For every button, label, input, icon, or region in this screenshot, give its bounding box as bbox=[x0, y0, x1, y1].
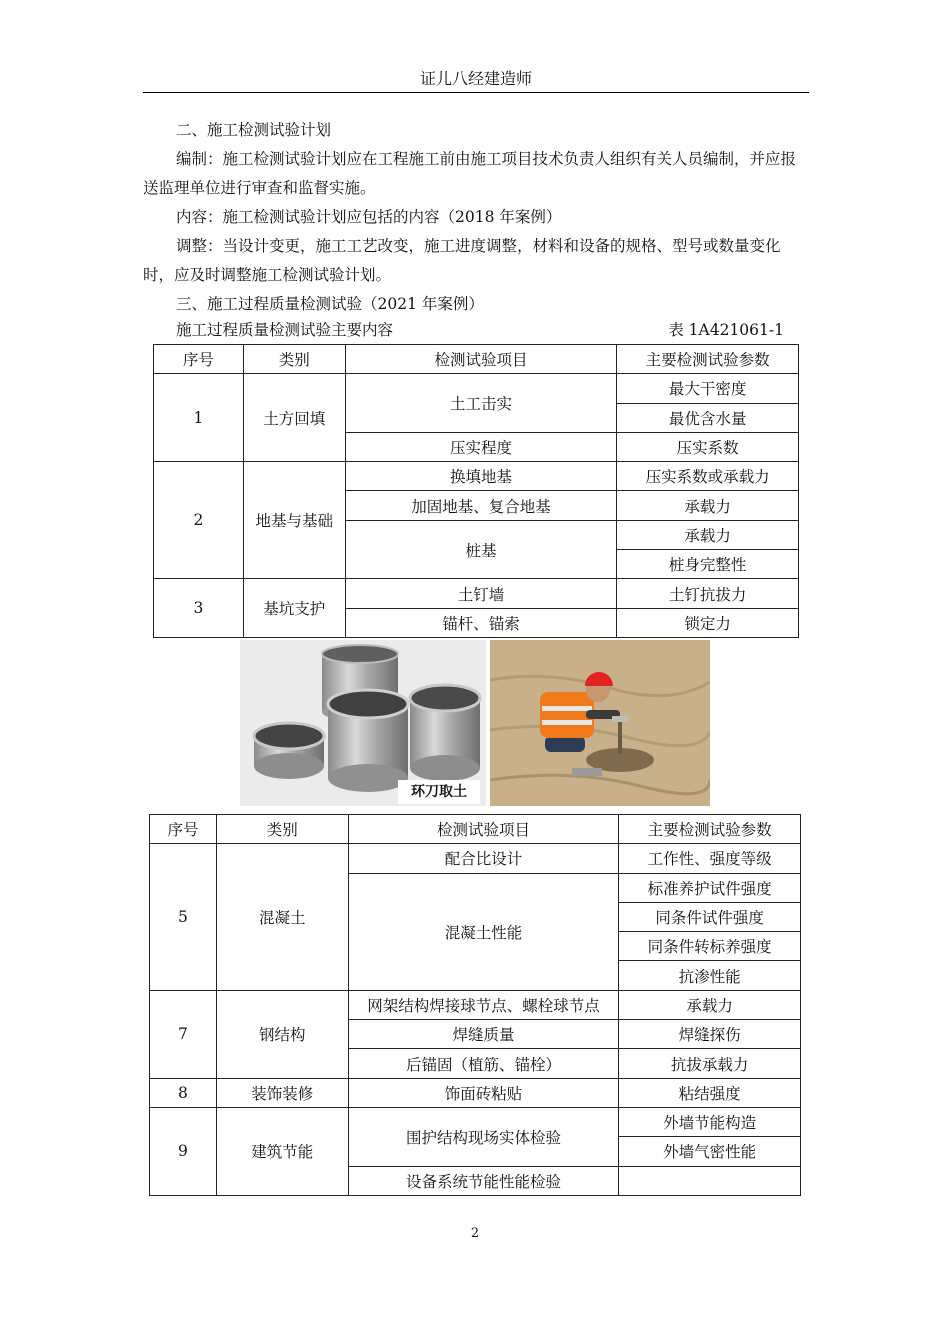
row-param: 桩身完整性 bbox=[617, 550, 799, 579]
page-header: 证儿八经建造师 bbox=[143, 66, 809, 93]
row-item: 配合比设计 bbox=[348, 844, 619, 873]
row-item: 焊缝质量 bbox=[348, 1020, 619, 1049]
row-item: 土工击实 bbox=[345, 374, 617, 433]
row-param: 压实系数 bbox=[617, 432, 799, 461]
row-category: 装饰装修 bbox=[216, 1078, 348, 1107]
content-paragraph: 内容：施工检测试验计划应包括的内容（2018 年案例） bbox=[176, 208, 562, 226]
row-param: 标准养护试件强度 bbox=[619, 873, 801, 902]
header-no: 序号 bbox=[154, 345, 244, 374]
inspection-table-1 bbox=[153, 344, 799, 638]
table-row bbox=[150, 990, 801, 1019]
compile-paragraph: 编制：施工检测试验计划应在工程施工前由施工项目技术负责人组织有关人员编制，并应报送监理单位进行审查和监督实施。 bbox=[143, 150, 797, 197]
header-item: 检测试验项目 bbox=[348, 815, 619, 844]
row-no: 9 bbox=[150, 1107, 217, 1195]
row-no: 3 bbox=[154, 579, 244, 638]
row-no: 1 bbox=[154, 374, 244, 462]
table-header-row bbox=[150, 815, 801, 844]
row-no: 5 bbox=[150, 844, 217, 990]
table-row bbox=[150, 844, 801, 873]
table-header-row bbox=[154, 345, 799, 374]
row-param bbox=[619, 1166, 801, 1195]
row-param: 同条件转标养强度 bbox=[619, 932, 801, 961]
header-category: 类别 bbox=[243, 345, 345, 374]
ring-knife-photo bbox=[240, 640, 486, 806]
inspection-table-2 bbox=[149, 814, 801, 1196]
row-param: 抗渗性能 bbox=[619, 961, 801, 990]
row-param: 焊缝探伤 bbox=[619, 1020, 801, 1049]
row-item: 后锚固（植筋、锚栓） bbox=[348, 1049, 619, 1078]
row-item: 围护结构现场实体检验 bbox=[348, 1107, 619, 1166]
row-item: 换填地基 bbox=[345, 462, 617, 491]
row-item: 加固地基、复合地基 bbox=[345, 491, 617, 520]
row-category: 建筑节能 bbox=[216, 1107, 348, 1195]
row-item: 设备系统节能性能检验 bbox=[348, 1166, 619, 1195]
header-category: 类别 bbox=[216, 815, 348, 844]
row-param: 外墙气密性能 bbox=[619, 1137, 801, 1166]
photo-label: 环刀取土 bbox=[398, 780, 480, 804]
row-item: 土钉墙 bbox=[345, 579, 617, 608]
row-param: 承载力 bbox=[617, 491, 799, 520]
row-item: 压实程度 bbox=[345, 432, 617, 461]
table-row bbox=[150, 1107, 801, 1136]
row-item: 网架结构焊接球节点、螺栓球节点 bbox=[348, 990, 619, 1019]
field-sampling-photo bbox=[490, 640, 710, 806]
table-number: 表 1A421061-1 bbox=[668, 321, 784, 339]
header-no: 序号 bbox=[150, 815, 217, 844]
row-category: 钢结构 bbox=[216, 990, 348, 1078]
row-category: 混凝土 bbox=[216, 844, 348, 990]
row-category: 土方回填 bbox=[243, 374, 345, 462]
header-item: 检测试验项目 bbox=[345, 345, 617, 374]
table-row bbox=[154, 374, 799, 403]
page-number: 2 bbox=[470, 1226, 480, 1241]
row-item: 锚杆、锚索 bbox=[345, 608, 617, 637]
worker-illustration bbox=[490, 640, 710, 806]
row-no: 2 bbox=[154, 462, 244, 579]
row-category: 基坑支护 bbox=[243, 579, 345, 638]
table-row bbox=[154, 462, 799, 491]
row-param: 工作性、强度等级 bbox=[619, 844, 801, 873]
row-param: 最优含水量 bbox=[617, 403, 799, 432]
header-param: 主要检测试验参数 bbox=[617, 345, 799, 374]
header-param: 主要检测试验参数 bbox=[619, 815, 801, 844]
row-no: 7 bbox=[150, 990, 217, 1078]
row-category: 地基与基础 bbox=[243, 462, 345, 579]
row-param: 锁定力 bbox=[617, 608, 799, 637]
adjust-paragraph: 调整：当设计变更，施工工艺改变，施工进度调整，材料和设备的规格、型号或数量变化时，应及时调整施工检测试验计划。 bbox=[143, 237, 781, 284]
table-caption: 施工过程质量检测试验主要内容 bbox=[176, 321, 394, 339]
row-param: 土钉抗拔力 bbox=[617, 579, 799, 608]
row-param: 抗拔承载力 bbox=[619, 1049, 801, 1078]
section-heading-3: 三、施工过程质量检测试验（2021 年案例） bbox=[176, 295, 484, 313]
row-item: 桩基 bbox=[345, 520, 617, 579]
row-item: 饰面砖粘贴 bbox=[348, 1078, 619, 1107]
row-param: 粘结强度 bbox=[619, 1078, 801, 1107]
row-param: 外墙节能构造 bbox=[619, 1107, 801, 1136]
row-param: 压实系数或承载力 bbox=[617, 462, 799, 491]
row-param: 承载力 bbox=[619, 990, 801, 1019]
row-param: 同条件试件强度 bbox=[619, 902, 801, 931]
row-param: 承载力 bbox=[617, 520, 799, 549]
row-item: 混凝土性能 bbox=[348, 873, 619, 990]
table-row bbox=[154, 579, 799, 608]
row-no: 8 bbox=[150, 1078, 217, 1107]
row-param: 最大干密度 bbox=[617, 374, 799, 403]
section-heading-2: 二、施工检测试验计划 bbox=[176, 121, 332, 139]
table-row bbox=[150, 1078, 801, 1107]
